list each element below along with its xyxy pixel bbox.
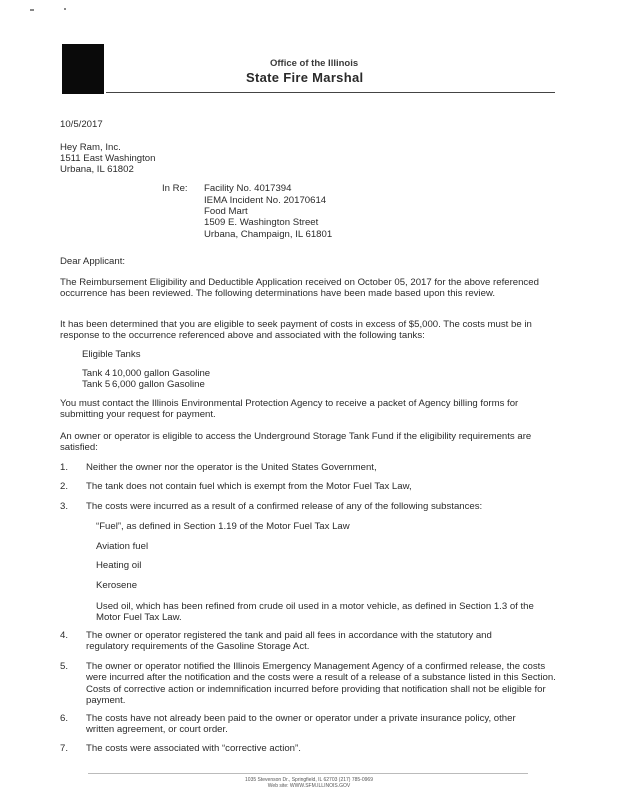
substance-item: Aviation fuel — [96, 541, 149, 552]
requirement-item: The owner or operator registered the tank and paid all fees in accordance with the statutory and regulatory requirements of the Gasoline Storage Act. — [86, 630, 492, 653]
requirement-item: The owner or operator notified the Illinois Emergency Management Agency of a confirmed release, the costs were incurred after the notification and the costs were a result of a release of a substance listed in this Section. Costs of corrective action or indemnification incurred before providing that notification shall not be eligible for payment. — [86, 661, 556, 706]
addressee-name: Hey Ram, Inc. — [60, 142, 121, 153]
paragraph-contact-epa: You must contact the Illinois Environmental Protection Agency to receive a packet of Agency billing forms for submitting your request for payment. — [60, 398, 519, 421]
re-site-city: Urbana, Champaign, IL 61801 — [204, 229, 333, 240]
substance-item: Used oil, which has been refined from crude oil used in a motor vehicle, as defined in Section 1.3 of the Motor Fuel Tax Law. — [96, 601, 534, 624]
requirement-item: Neither the owner nor the operator is the United States Government, — [86, 462, 377, 473]
re-facility: Facility No. 4017394 — [204, 183, 292, 194]
requirement-item: The costs have not already been paid to the owner or operator under a private insurance policy, other written agreement, or court order. — [86, 713, 516, 736]
requirement-item: The costs were associated with “corrective action”. — [86, 743, 301, 754]
footer-website: Web site: WWW.SFM.ILLINOIS.GOV — [267, 783, 351, 789]
re-site-street: 1509 E. Washington Street — [204, 217, 319, 228]
office-line: Office of the Illinois — [270, 58, 359, 69]
scan-speck — [64, 8, 66, 10]
eligible-tanks-heading: Eligible Tanks — [82, 349, 141, 360]
item-number: 2. — [60, 481, 69, 492]
addressee-city: Urbana, IL 61802 — [60, 164, 134, 175]
re-incident: IEMA Incident No. 20170614 — [204, 195, 327, 206]
item-number: 4. — [60, 630, 69, 641]
paragraph-review: The Reimbursement Eligibility and Deductible Application received on October 05, 2017 for the above referenced occurrence has been reviewed. The following determinations have been made based upon this review. — [60, 277, 539, 300]
item-number: 6. — [60, 713, 69, 724]
substance-item: Kerosene — [96, 580, 138, 591]
item-number: 3. — [60, 501, 69, 512]
re-label: In Re: — [162, 183, 188, 194]
item-number: 1. — [60, 462, 69, 473]
tank-desc: 6,000 gallon Gasoline — [112, 379, 205, 390]
header-divider — [106, 92, 555, 93]
substance-item: Heating oil — [96, 560, 142, 571]
addressee-street: 1511 East Washington — [60, 153, 156, 164]
logo — [62, 44, 104, 94]
footer-address: 1035 Stevenson Dr., Springfield, IL 62703 (217) 785-0969 — [245, 777, 373, 783]
item-number: 7. — [60, 743, 69, 754]
letter-date: 10/5/2017 — [60, 119, 103, 130]
footer-divider — [88, 773, 528, 774]
re-site-name: Food Mart — [204, 206, 248, 217]
agency-title: State Fire Marshal — [246, 70, 364, 85]
tank-desc: 10,000 gallon Gasoline — [112, 368, 211, 379]
tank-id: Tank 5 — [82, 379, 111, 390]
tank-id: Tank 4 — [82, 368, 111, 379]
scan-speck — [30, 9, 34, 11]
paragraph-eligibility: It has been determined that you are eligible to seek payment of costs in excess of $5,000. The costs must be in response to the occurrence referenced above and associated with the following tanks: — [60, 319, 532, 342]
requirement-item: The tank does not contain fuel which is exempt from the Motor Fuel Tax Law, — [86, 481, 412, 492]
item-number: 5. — [60, 661, 69, 672]
tank-row — [82, 379, 205, 390]
substance-item: “Fuel”, as defined in Section 1.19 of the Motor Fuel Tax Law — [96, 521, 350, 532]
paragraph-requirements: An owner or operator is eligible to access the Underground Storage Tank Fund if the eligibility requirements are satisfied: — [60, 431, 532, 454]
footer — [0, 777, 618, 789]
tank-row — [82, 368, 211, 379]
requirement-item: The costs were incurred as a result of a confirmed release of any of the following substances: — [86, 501, 483, 512]
salutation: Dear Applicant: — [60, 256, 126, 267]
